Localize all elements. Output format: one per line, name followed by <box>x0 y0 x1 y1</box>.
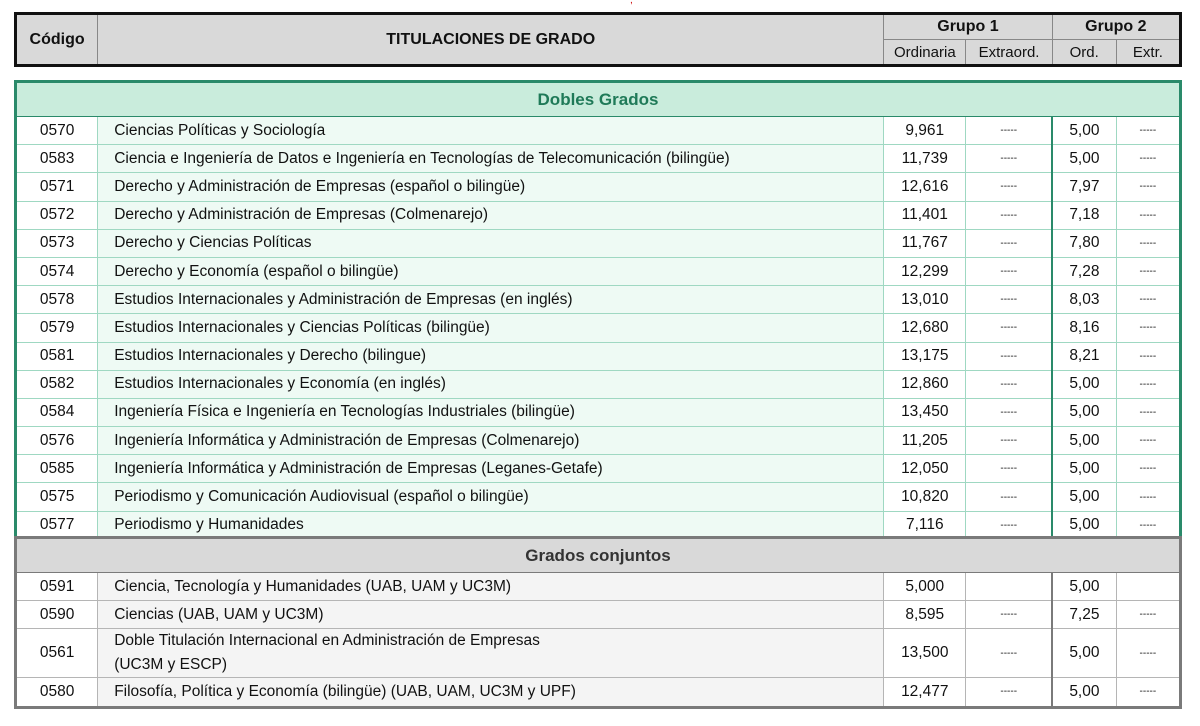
degree-name: Ingeniería Informática y Administración de Empresas (Colmenarejo) <box>98 427 884 455</box>
g1-ordinaria-value: 12,680 <box>884 314 966 342</box>
degree-code: 0584 <box>16 398 98 426</box>
g1-extraord-value: ----- <box>966 117 1052 145</box>
table-row <box>16 314 1181 342</box>
g2-ord-value: 8,16 <box>1052 314 1116 342</box>
g1-extraord-value: ----- <box>966 511 1052 540</box>
g1-ordinaria-value: 10,820 <box>884 483 966 511</box>
g1-extraord-value: ----- <box>966 314 1052 342</box>
degree-code: 0576 <box>16 427 98 455</box>
degree-code: 0581 <box>16 342 98 370</box>
g1-extraord-value: ----- <box>966 678 1052 707</box>
degree-code: 0578 <box>16 286 98 314</box>
g2-extr-value <box>1116 573 1180 601</box>
g2-ord-header: Ord. <box>1052 40 1116 66</box>
g2-ord-value: 8,21 <box>1052 342 1116 370</box>
g1-extraord-value: ----- <box>966 455 1052 483</box>
degree-code: 0572 <box>16 201 98 229</box>
g2-extr-value: ----- <box>1116 398 1180 426</box>
table-row <box>16 173 1181 201</box>
g1-extraord-value: ----- <box>966 398 1052 426</box>
group2-header: Grupo 2 <box>1052 14 1180 40</box>
table-row <box>16 342 1181 370</box>
degree-name: Ciencias Políticas y Sociología <box>98 117 884 145</box>
g1-ordinaria-value: 13,175 <box>884 342 966 370</box>
table-row <box>16 573 1181 601</box>
g1-extraord-value: ----- <box>966 257 1052 285</box>
g2-ord-value: 5,00 <box>1052 455 1116 483</box>
degree-code: 0577 <box>16 511 98 540</box>
g2-ord-value: 7,97 <box>1052 173 1116 201</box>
g2-ord-value: 5,00 <box>1052 511 1116 540</box>
degree-code: 0582 <box>16 370 98 398</box>
degree-name: Periodismo y Humanidades <box>98 511 884 540</box>
table-row <box>16 398 1181 426</box>
g1-ordinaria-value: 11,401 <box>884 201 966 229</box>
degree-code: 0585 <box>16 455 98 483</box>
g2-extr-value: ----- <box>1116 629 1180 678</box>
table-row <box>16 427 1181 455</box>
g1-ordinaria-header: Ordinaria <box>884 40 966 66</box>
table-header <box>14 12 1182 67</box>
g2-ord-value: 7,80 <box>1052 229 1116 257</box>
g1-ordinaria-value: 12,616 <box>884 173 966 201</box>
g1-ordinaria-value: 12,477 <box>884 678 966 707</box>
g2-ord-value: 5,00 <box>1052 629 1116 678</box>
table-row <box>16 229 1181 257</box>
g2-extr-value: ----- <box>1116 342 1180 370</box>
g2-extr-value: ----- <box>1116 678 1180 707</box>
degree-name: Estudios Internacionales y Ciencias Políticas (bilingüe) <box>98 314 884 342</box>
g2-ord-value: 5,00 <box>1052 427 1116 455</box>
g2-extr-value: ----- <box>1116 229 1180 257</box>
g2-ord-value: 7,28 <box>1052 257 1116 285</box>
g1-extraord-value: ----- <box>966 286 1052 314</box>
degree-code: 0580 <box>16 678 98 707</box>
table-row <box>16 601 1181 629</box>
degree-code: 0570 <box>16 117 98 145</box>
degree-code: 0579 <box>16 314 98 342</box>
degree-code: 0574 <box>16 257 98 285</box>
g1-extraord-value: ----- <box>966 173 1052 201</box>
g1-ordinaria-value: 5,000 <box>884 573 966 601</box>
table-row <box>16 678 1181 707</box>
section-title-dobles: Dobles Grados <box>16 82 1181 117</box>
table-row <box>16 201 1181 229</box>
g2-extr-header: Extr. <box>1116 40 1180 66</box>
g1-extraord-value: ----- <box>966 629 1052 678</box>
degree-code: 0591 <box>16 573 98 601</box>
g2-ord-value: 5,00 <box>1052 573 1116 601</box>
g2-ord-value: 5,00 <box>1052 398 1116 426</box>
degree-name: Derecho y Administración de Empresas (Colmenarejo) <box>98 201 884 229</box>
g2-extr-value: ----- <box>1116 511 1180 540</box>
table-row <box>16 455 1181 483</box>
g1-ordinaria-value: 13,450 <box>884 398 966 426</box>
code-header: Código <box>16 14 98 66</box>
degree-name: Estudios Internacionales y Derecho (bilingue) <box>98 342 884 370</box>
g2-ord-value: 5,00 <box>1052 117 1116 145</box>
g1-extraord-value <box>966 573 1052 601</box>
table-row <box>16 145 1181 173</box>
red-mark: , <box>630 0 633 6</box>
g2-ord-value: 8,03 <box>1052 286 1116 314</box>
g1-extraord-header: Extraord. <box>966 40 1052 66</box>
g2-extr-value: ----- <box>1116 427 1180 455</box>
table-row <box>16 286 1181 314</box>
degree-name: Ciencia e Ingeniería de Datos e Ingeniería en Tecnologías de Telecomunicación (bilingüe) <box>98 145 884 173</box>
degree-name: Estudios Internacionales y Administración de Empresas (en inglés) <box>98 286 884 314</box>
g1-extraord-value: ----- <box>966 427 1052 455</box>
degree-name: Derecho y Ciencias Políticas <box>98 229 884 257</box>
degree-code: 0561 <box>16 629 98 678</box>
g2-extr-value: ----- <box>1116 455 1180 483</box>
dobles-grados-table <box>14 80 1182 542</box>
degree-code: 0571 <box>16 173 98 201</box>
degree-code: 0583 <box>16 145 98 173</box>
g2-extr-value: ----- <box>1116 257 1180 285</box>
degree-name: Ciencia, Tecnología y Humanidades (UAB, UAM y UC3M) <box>98 573 884 601</box>
degree-name: Ingeniería Informática y Administración de Empresas (Leganes-Getafe) <box>98 455 884 483</box>
degree-name <box>98 629 884 678</box>
g2-ord-value: 5,00 <box>1052 145 1116 173</box>
g1-ordinaria-value: 11,739 <box>884 145 966 173</box>
g2-ord-value: 7,25 <box>1052 601 1116 629</box>
degree-name: Derecho y Administración de Empresas (español o bilingüe) <box>98 173 884 201</box>
g2-extr-value: ----- <box>1116 173 1180 201</box>
title-header: TITULACIONES DE GRADO <box>98 14 884 66</box>
degree-code: 0575 <box>16 483 98 511</box>
g2-extr-value: ----- <box>1116 286 1180 314</box>
g2-extr-value: ----- <box>1116 314 1180 342</box>
degree-name-line2: (UC3M y ESCP) <box>114 656 228 674</box>
degree-name: Estudios Internacionales y Economía (en inglés) <box>98 370 884 398</box>
section-title-conjuntos: Grados conjuntos <box>16 538 1181 573</box>
g1-ordinaria-value: 11,205 <box>884 427 966 455</box>
g1-ordinaria-value: 8,595 <box>884 601 966 629</box>
g1-ordinaria-value: 12,860 <box>884 370 966 398</box>
degree-code: 0590 <box>16 601 98 629</box>
table-row <box>16 483 1181 511</box>
degree-name-line1: Doble Titulación Internacional en Administración de Empresas <box>114 632 540 650</box>
grados-conjuntos-table <box>14 536 1182 709</box>
table-row <box>16 370 1181 398</box>
table-row <box>16 257 1181 285</box>
g1-extraord-value: ----- <box>966 229 1052 257</box>
g1-ordinaria-value: 12,050 <box>884 455 966 483</box>
g2-ord-value: 5,00 <box>1052 678 1116 707</box>
g2-extr-value: ----- <box>1116 370 1180 398</box>
group1-header: Grupo 1 <box>884 14 1052 40</box>
g1-ordinaria-value: 13,010 <box>884 286 966 314</box>
degree-name: Derecho y Economía (español o bilingüe) <box>98 257 884 285</box>
g1-ordinaria-value: 9,961 <box>884 117 966 145</box>
g1-extraord-value: ----- <box>966 342 1052 370</box>
g1-ordinaria-value: 12,299 <box>884 257 966 285</box>
g2-ord-value: 5,00 <box>1052 370 1116 398</box>
g1-ordinaria-value: 13,500 <box>884 629 966 678</box>
degree-name: Periodismo y Comunicación Audiovisual (español o bilingüe) <box>98 483 884 511</box>
g2-extr-value: ----- <box>1116 145 1180 173</box>
g1-extraord-value: ----- <box>966 483 1052 511</box>
g2-extr-value: ----- <box>1116 483 1180 511</box>
g1-extraord-value: ----- <box>966 201 1052 229</box>
degree-name: Ingeniería Física e Ingeniería en Tecnologías Industriales (bilingüe) <box>98 398 884 426</box>
g2-ord-value: 7,18 <box>1052 201 1116 229</box>
g1-extraord-value: ----- <box>966 145 1052 173</box>
g2-extr-value: ----- <box>1116 601 1180 629</box>
g2-extr-value: ----- <box>1116 201 1180 229</box>
g2-ord-value: 5,00 <box>1052 483 1116 511</box>
g1-extraord-value: ----- <box>966 370 1052 398</box>
degree-name: Ciencias (UAB, UAM y UC3M) <box>98 601 884 629</box>
table-row <box>16 117 1181 145</box>
degree-code: 0573 <box>16 229 98 257</box>
g1-extraord-value: ----- <box>966 601 1052 629</box>
table-row <box>16 629 1181 678</box>
g2-extr-value: ----- <box>1116 117 1180 145</box>
degree-name: Filosofía, Política y Economía (bilingüe) (UAB, UAM, UC3M y UPF) <box>98 678 884 707</box>
g1-ordinaria-value: 7,116 <box>884 511 966 540</box>
g1-ordinaria-value: 11,767 <box>884 229 966 257</box>
